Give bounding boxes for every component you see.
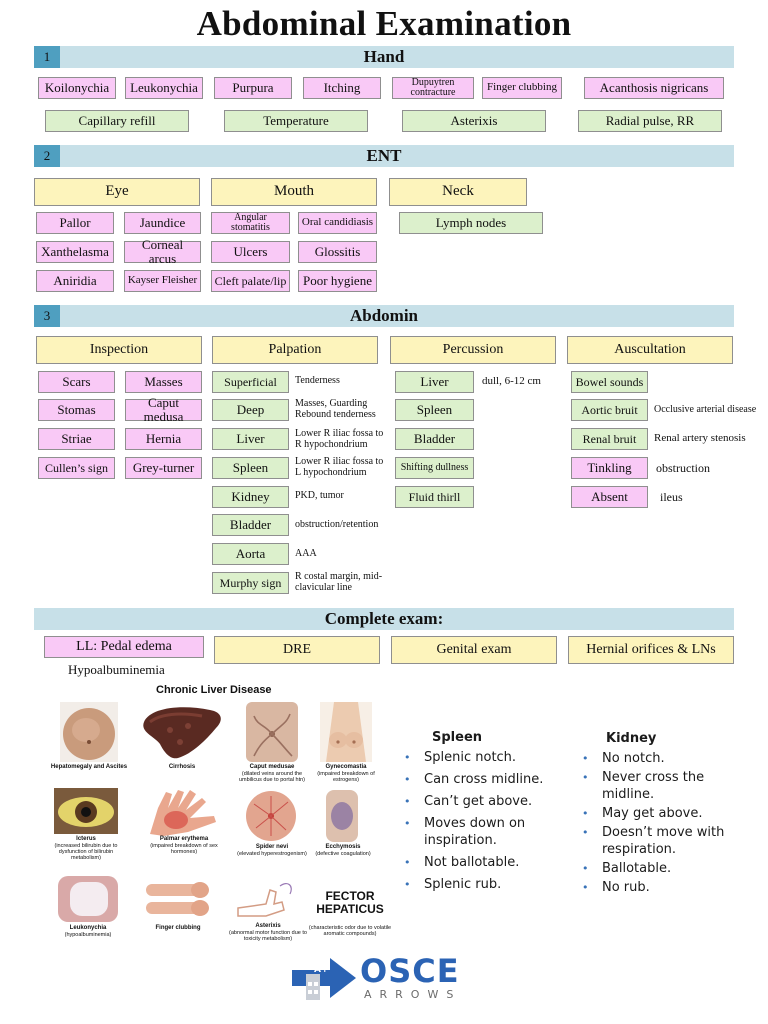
hand-sign: Dupuytren contracture [392,77,474,99]
auscultation-item: Bowel sounds [571,371,648,393]
auscultation-item: Absent [571,486,648,508]
complete-item: DRE [214,636,380,664]
palpation-note: AAA [295,548,317,559]
arrow-badge-icon [290,952,358,1004]
cld-caption: Ecchymosis (defective coagulation) [315,844,371,857]
palmar-erythema-image [144,786,224,838]
spider-nevi-image [244,790,298,842]
hand-sign: Koilonychia [38,77,116,99]
section-number: 2 [34,145,60,167]
section-label: Abdomin [349,306,419,325]
complete-item: Genital exam [391,636,557,664]
auscultation-item: Tinkling [571,457,648,479]
palpation-note: R costal margin, mid-clavicular line [295,571,383,593]
caput-medusae-image [246,702,298,762]
eye-sign: Jaundice [124,212,201,234]
section-label: Complete exam: [324,609,444,628]
leukonychia-image [58,876,118,922]
ent-header-mouth: Mouth [211,178,377,206]
percussion-item: Shifting dullness [395,457,474,479]
section-number: 3 [34,305,60,327]
palpation-item: Spleen [212,457,289,479]
mouth-sign: Poor hygiene [298,270,377,292]
palpation-note: Lower R iliac fossa to R hypochondrium [295,428,384,450]
hand-sign: Leukonychia [125,77,203,99]
hand-check: Radial pulse, RR [578,110,722,132]
list-item: • May get above. [582,806,703,821]
section-number: 1 [34,46,60,68]
auscultation-note: Occlusive arterial disease [654,404,757,415]
palpation-item: Superficial [212,371,289,393]
list-item: • Moves down on inspiration. [404,816,526,848]
cld-caption: Hepatomegaly and Ascites [50,764,128,770]
palpation-note: Tenderness [295,375,340,386]
inspection-sign: Stomas [38,399,115,421]
gynecomastia-image [320,702,372,762]
hand-check: Capillary refill [45,110,189,132]
section-header-complete [34,608,734,630]
list-item: • Can’t get above. [404,794,533,809]
cld-caption: Icterus (increased bilirubin due to dysfunction of bilirubin metabolism) [54,836,118,861]
hand-sign: Purpura [214,77,292,99]
cld-title: Chronic Liver Disease [156,684,272,696]
spleen-list [402,730,582,893]
page-title: Abdominal Examination [196,4,572,43]
inspection-sign: Masses [125,371,202,393]
hand-sign: Finger clubbing [482,77,562,99]
cld-caption: Asterixis (abnormal motor function due to toxicity metabolism) [229,923,307,942]
percussion-item: Bladder [395,428,474,450]
cld-caption: Cirrhosis [168,764,196,770]
inspection-sign: Caput medusa [125,399,202,421]
eye-sign: Xanthelasma [36,241,114,263]
finger-clubbing-image [144,876,210,922]
mouth-sign: Angular stomatitis [211,212,290,234]
palpation-note: Lower R iliac fossa to L hypochondrium [295,456,384,478]
abdomen-header-inspection: Inspection [36,336,202,364]
palpation-item: Murphy sign [212,572,289,594]
palpation-item: Deep [212,399,289,421]
inspection-sign: Striae [38,428,115,450]
hepatomegaly-image [60,702,118,762]
complete-note: Hypoalbuminemia [68,662,165,677]
mouth-sign: Cleft palate/lip [211,270,290,292]
cld-caption: Leukonychia (hypoalbuminemia) [64,925,112,938]
abdomen-header-auscultation: Auscultation [567,336,733,364]
ent-header-eye: Eye [34,178,200,206]
osce-arrows-logo [290,950,480,1006]
palpation-item: Kidney [212,486,289,508]
mouth-sign: Oral candidiasis [298,212,377,234]
list-item: • Never cross the midline. [582,770,705,802]
hand-sign: Itching [303,77,381,99]
ecchymosis-image [324,790,360,842]
inspection-sign: Grey-turner [125,457,202,479]
logo-badge: A+ [314,965,329,975]
list-item: • Splenic notch. [404,750,517,765]
asterixis-image [236,876,300,920]
cld-caption: Spider nevi (elevated hyperestrogenism) [237,844,307,857]
section-label: ENT [366,146,402,165]
palpation-item: Liver [212,428,289,450]
kidney-list-title: Kidney [606,731,657,746]
cld-caption: Caput medusae (dilated veins around the umbilicus due to portal htn) [238,764,306,783]
auscultation-note: Renal artery stenosis [654,432,746,444]
auscultation-item: Aortic bruit [571,399,648,421]
list-item: • No rub. [582,880,650,895]
cld-caption: (characteristic odor due to volatile aromatic compounds) [308,925,392,938]
palpation-item: Aorta [212,543,289,565]
hand-check: Temperature [224,110,368,132]
cirrhosis-image [140,702,224,762]
section-header-hand [34,46,734,68]
inspection-sign: Scars [38,371,115,393]
palpation-note: obstruction/retention [295,519,379,530]
cld-caption: Finger clubbing [155,925,201,931]
eye-sign: Pallor [36,212,114,234]
hand-sign: Acanthosis nigricans [584,77,724,99]
palpation-note: Masses, Guarding Rebound tenderness [295,398,376,420]
auscultation-note: obstruction [656,461,710,475]
neck-sign: Lymph nodes [399,212,543,234]
logo-sub-text: ARROWS [364,988,462,1001]
list-item: • Can cross midline. [404,772,544,787]
percussion-item: Fluid thirll [395,486,474,508]
kidney-list [580,731,740,896]
percussion-item: Liver [395,371,474,393]
abdomen-header-palpation: Palpation [212,336,378,364]
list-item: • Splenic rub. [404,877,502,892]
mouth-sign: Glossitis [298,241,377,263]
mouth-sign: Ulcers [211,241,290,263]
inspection-sign: Hernia [125,428,202,450]
list-item: • Not ballotable. [404,855,520,870]
inspection-sign: Cullen’s sign [38,457,115,479]
palpation-item: Bladder [212,514,289,536]
ent-header-neck: Neck [389,178,527,206]
spleen-list-title: Spleen [432,730,483,745]
section-header-abdomen [34,305,734,327]
list-item: • No notch. [582,751,665,766]
eye-sign: Corneal arcus [124,241,201,263]
cld-caption: Gynecomastia (impaired breakdown of estrogens) [317,764,375,783]
cld-caption: Palmar erythema (impaired breakdown of sex hormones) [150,836,218,855]
eye-sign: Aniridia [36,270,114,292]
auscultation-note: ileus [660,490,683,504]
section-label: Hand [363,47,405,66]
palpation-note: PKD, tumor [295,490,344,501]
list-item: • Ballotable. [582,861,672,876]
section-header-ent [34,145,734,167]
icterus-image [54,788,118,834]
abdomen-header-percussion: Percussion [390,336,556,364]
complete-item: LL: Pedal edema [44,636,204,658]
cld-panel [40,680,400,948]
percussion-item: Spleen [395,399,474,421]
hand-check: Asterixis [402,110,546,132]
eye-sign: Kayser Fleisher [124,270,201,292]
percussion-note: dull, 6-12 cm [482,375,541,387]
fector-hepaticus-label: FECTOR HEPATICUS [316,889,384,917]
logo-main-text: OSCE [360,952,460,990]
list-item: • Doesn’t move with respiration. [582,825,725,857]
auscultation-item: Renal bruit [571,428,648,450]
complete-item: Hernial orifices & LNs [568,636,734,664]
